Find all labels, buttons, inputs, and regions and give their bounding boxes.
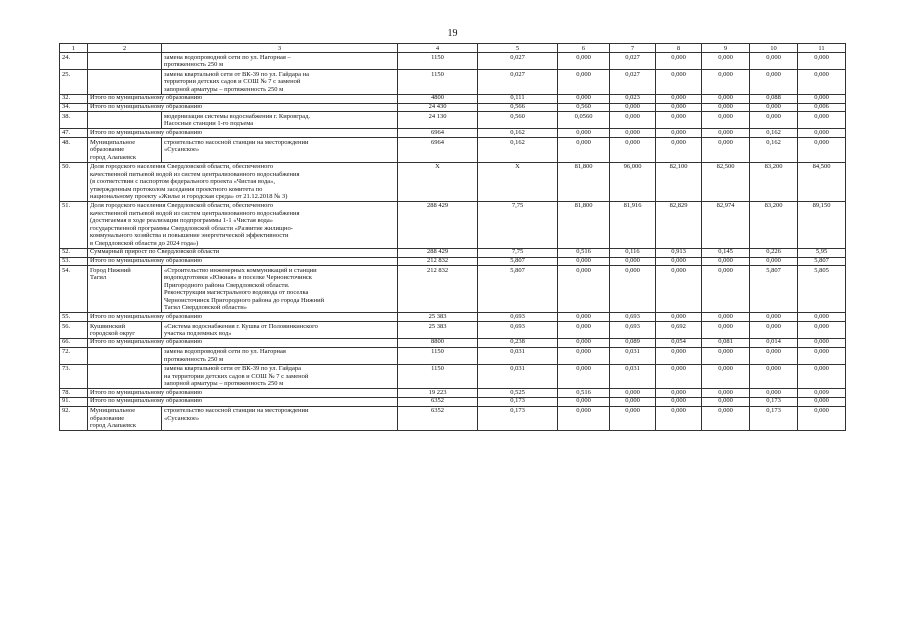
value-cell-11: 0,000	[798, 53, 846, 70]
value-cell-11: 89,150	[798, 201, 846, 248]
value-cell-10: 0,000	[750, 53, 798, 70]
value-cell-11: 5,807	[798, 257, 846, 266]
table-row	[60, 338, 846, 347]
value-cell-7: 0,000	[610, 266, 656, 313]
value-cell-7: 0,116	[610, 248, 656, 257]
value-cell-10: 5,807	[750, 266, 798, 313]
value-cell-4: 25 383	[398, 322, 478, 339]
value-cell-4: 1150	[398, 70, 478, 94]
value-cell-10: 0,000	[750, 389, 798, 398]
row-number: 54.	[60, 266, 88, 313]
table-row	[60, 138, 846, 162]
value-cell-10: 0,088	[750, 94, 798, 103]
value-cell-10: 0,000	[750, 112, 798, 129]
column-header-8: 8	[656, 44, 702, 53]
measure-description-cell: замена водопроводной сети по ул. Нагорная – протяженность 250 м	[162, 53, 398, 70]
value-cell-11: 5,95	[798, 248, 846, 257]
value-cell-11: 5,805	[798, 266, 846, 313]
row-label-cell: Итого по муниципальному образованию	[88, 103, 398, 112]
column-header-9: 9	[702, 44, 750, 53]
value-cell-6: 0,000	[558, 257, 610, 266]
value-cell-8: 0,000	[656, 257, 702, 266]
row-number: 92.	[60, 406, 88, 430]
page-number: 19	[447, 28, 458, 39]
row-label-cell: Итого по муниципальному образованию	[88, 94, 398, 103]
value-cell-8: 0,000	[656, 138, 702, 162]
value-cell-7: 0,031	[610, 347, 656, 364]
value-cell-9: 0,000	[702, 53, 750, 70]
value-cell-10: 83,200	[750, 201, 798, 248]
value-cell-5: 0,238	[478, 338, 558, 347]
value-cell-4: 1150	[398, 53, 478, 70]
value-cell-9: 0,000	[702, 257, 750, 266]
value-cell-9: 0,000	[702, 94, 750, 103]
row-number: 72.	[60, 347, 88, 364]
table-row	[60, 257, 846, 266]
value-cell-6: 0,000	[558, 313, 610, 322]
value-cell-5: 0,031	[478, 347, 558, 364]
value-cell-5: X	[478, 162, 558, 201]
row-number: 51.	[60, 201, 88, 248]
value-cell-9: 0,000	[702, 397, 750, 406]
value-cell-6: 0,0560	[558, 112, 610, 129]
value-cell-4: 288 429	[398, 248, 478, 257]
value-cell-5: 0,027	[478, 70, 558, 94]
header-row	[60, 44, 846, 53]
data-table	[59, 43, 846, 431]
table-row	[60, 406, 846, 430]
value-cell-7: 0,089	[610, 338, 656, 347]
row-number: 32.	[60, 94, 88, 103]
value-cell-7: 0,000	[610, 103, 656, 112]
row-number: 66.	[60, 338, 88, 347]
row-number: 48.	[60, 138, 88, 162]
municipality-cell	[88, 112, 162, 129]
value-cell-6: 81,800	[558, 201, 610, 248]
table-row	[60, 266, 846, 313]
value-cell-6: 0,000	[558, 397, 610, 406]
column-header-1: 1	[60, 44, 88, 53]
row-number: 78.	[60, 389, 88, 398]
table-row	[60, 103, 846, 112]
value-cell-8: 0,000	[656, 406, 702, 430]
value-cell-8: 0,000	[656, 313, 702, 322]
value-cell-8: 0,000	[656, 364, 702, 388]
value-cell-7: 0,000	[610, 257, 656, 266]
value-cell-8: 0,000	[656, 397, 702, 406]
row-number: 73.	[60, 364, 88, 388]
row-label-cell: Итого по муниципальному образованию	[88, 338, 398, 347]
value-cell-6: 0,516	[558, 389, 610, 398]
row-label-cell: Итого по муниципальному образованию	[88, 397, 398, 406]
municipality-cell: Город Нижний Тагил	[88, 266, 162, 313]
value-cell-8: 0,000	[656, 129, 702, 138]
row-number: 55.	[60, 313, 88, 322]
value-cell-6: 0,000	[558, 406, 610, 430]
value-cell-8: 0,054	[656, 338, 702, 347]
value-cell-5: 0,566	[478, 103, 558, 112]
value-cell-6: 0,560	[558, 103, 610, 112]
column-header-2: 2	[88, 44, 162, 53]
table-row	[60, 313, 846, 322]
value-cell-4: 24 430	[398, 103, 478, 112]
value-cell-4: 4800	[398, 94, 478, 103]
measure-description-cell: модернизация системы водоснабжения г. Кировград. Насосные станции 1-го подъема	[162, 112, 398, 129]
value-cell-11: 0,006	[798, 103, 846, 112]
row-label-cell: Итого по муниципальному образованию	[88, 313, 398, 322]
value-cell-8: 82,100	[656, 162, 702, 201]
value-cell-9: 0,000	[702, 347, 750, 364]
value-cell-5: 0,027	[478, 53, 558, 70]
value-cell-6: 0,000	[558, 53, 610, 70]
value-cell-10: 0,162	[750, 129, 798, 138]
value-cell-11: 0,000	[798, 406, 846, 430]
value-cell-11: 0,000	[798, 338, 846, 347]
column-header-3: 3	[162, 44, 398, 53]
value-cell-6: 81,800	[558, 162, 610, 201]
value-cell-4: X	[398, 162, 478, 201]
table-row	[60, 129, 846, 138]
row-number: 24.	[60, 53, 88, 70]
table-row	[60, 53, 846, 70]
measure-description-cell: строительство насосной станции на месторождении «Сусанское»	[162, 406, 398, 430]
value-cell-6: 0,000	[558, 94, 610, 103]
value-cell-7: 0,000	[610, 138, 656, 162]
value-cell-5: 0,173	[478, 397, 558, 406]
value-cell-9: 0,145	[702, 248, 750, 257]
value-cell-4: 6352	[398, 406, 478, 430]
value-cell-10: 0,000	[750, 313, 798, 322]
measure-description-cell: «Строительство инженерных коммуникаций и станции водоподготовки «Южная» в поселке Черноисточинск Пригородного района Свердловской области. Реконструкция магистрального водовода от поселка Черноисточинск Пригородного района до города Нижний Тагил Свердловской области»	[162, 266, 398, 313]
value-cell-10: 0,162	[750, 138, 798, 162]
column-header-11: 11	[798, 44, 846, 53]
value-cell-5: 0,162	[478, 138, 558, 162]
value-cell-4: 24 130	[398, 112, 478, 129]
value-cell-9: 82,500	[702, 162, 750, 201]
measure-description-cell: замена квартальной сети от ВК-39 по ул. Гайдара на территории детских садов и СОШ № 7 с заменой запорной арматуры – протяженность 250 м	[162, 364, 398, 388]
table-row	[60, 112, 846, 129]
value-cell-5: 0,525	[478, 389, 558, 398]
value-cell-8: 0,000	[656, 70, 702, 94]
table-row	[60, 201, 846, 248]
value-cell-10: 0,000	[750, 347, 798, 364]
municipality-cell: Кушвинский городской округ	[88, 322, 162, 339]
value-cell-9: 0,000	[702, 313, 750, 322]
indicator-description-cell: Доля городского населения Свердловской области, обеспеченного качественной питьевой водой из систем централизованного водоснабжения (достигаемая в ходе реализации подпрограммы 1-1 «Чистая вода» государственной программы Свердловской области «Развитие жилищно- коммунального хозяйства и повышение энергетической эффективности в Свердловской области до 2024 года»)	[88, 201, 398, 248]
table-row	[60, 248, 846, 257]
value-cell-4: 19 223	[398, 389, 478, 398]
value-cell-5: 0,693	[478, 322, 558, 339]
table-row	[60, 322, 846, 339]
value-cell-8: 0,000	[656, 103, 702, 112]
value-cell-5: 0,162	[478, 129, 558, 138]
value-cell-11: 0,000	[798, 347, 846, 364]
measure-description-cell: строительство насосной станции на месторождении «Сусанское»	[162, 138, 398, 162]
table-row	[60, 397, 846, 406]
value-cell-8: 0,000	[656, 347, 702, 364]
column-header-5: 5	[478, 44, 558, 53]
municipality-cell	[88, 70, 162, 94]
value-cell-10: 0,000	[750, 364, 798, 388]
value-cell-7: 0,027	[610, 53, 656, 70]
value-cell-10: 0,014	[750, 338, 798, 347]
value-cell-9: 0,000	[702, 129, 750, 138]
value-cell-9: 0,081	[702, 338, 750, 347]
value-cell-4: 8800	[398, 338, 478, 347]
municipality-cell	[88, 53, 162, 70]
value-cell-10: 0,000	[750, 103, 798, 112]
value-cell-9: 0,000	[702, 266, 750, 313]
municipality-cell	[88, 364, 162, 388]
value-cell-10: 0,000	[750, 322, 798, 339]
value-cell-6: 0,000	[558, 322, 610, 339]
value-cell-4: 212 832	[398, 266, 478, 313]
table-row	[60, 389, 846, 398]
value-cell-7: 0,000	[610, 397, 656, 406]
value-cell-11: 0,000	[798, 70, 846, 94]
value-cell-10: 0,000	[750, 70, 798, 94]
value-cell-9: 0,000	[702, 138, 750, 162]
value-cell-10: 0,173	[750, 406, 798, 430]
row-number: 56.	[60, 322, 88, 339]
value-cell-10: 0,000	[750, 257, 798, 266]
value-cell-5: 0,173	[478, 406, 558, 430]
value-cell-5: 0,693	[478, 313, 558, 322]
value-cell-10: 0,173	[750, 397, 798, 406]
value-cell-8: 82,829	[656, 201, 702, 248]
value-cell-4: 1150	[398, 364, 478, 388]
value-cell-8: 0,000	[656, 112, 702, 129]
value-cell-7: 81,916	[610, 201, 656, 248]
value-cell-5: 5,807	[478, 257, 558, 266]
value-cell-7: 96,000	[610, 162, 656, 201]
value-cell-6: 0,000	[558, 338, 610, 347]
value-cell-8: 0,000	[656, 53, 702, 70]
value-cell-7: 0,000	[610, 112, 656, 129]
value-cell-8: 0,000	[656, 389, 702, 398]
value-cell-10: 83,200	[750, 162, 798, 201]
value-cell-9: 82,974	[702, 201, 750, 248]
row-number: 52.	[60, 248, 88, 257]
measure-description-cell: замена водопроводной сети по ул. Нагорная протяженность 250 м	[162, 347, 398, 364]
value-cell-6: 0,000	[558, 129, 610, 138]
value-cell-7: 0,693	[610, 313, 656, 322]
value-cell-7: 0,000	[610, 129, 656, 138]
value-cell-11: 0,009	[798, 389, 846, 398]
row-number: 38.	[60, 112, 88, 129]
column-header-7: 7	[610, 44, 656, 53]
measure-description-cell: замена квартальной сети от ВК-39 по ул. Гайдара на территории детских садов и СОШ № 7 с заменой запорной арматуры – протяженность 250 м	[162, 70, 398, 94]
value-cell-6: 0,000	[558, 347, 610, 364]
value-cell-8: 0,000	[656, 266, 702, 313]
value-cell-5: 0,111	[478, 94, 558, 103]
row-label-cell: Итого по муниципальному образованию	[88, 129, 398, 138]
value-cell-11: 0,000	[798, 94, 846, 103]
value-cell-8: 0,913	[656, 248, 702, 257]
row-number: 47.	[60, 129, 88, 138]
value-cell-4: 288 429	[398, 201, 478, 248]
value-cell-9: 0,000	[702, 322, 750, 339]
value-cell-10: 0,226	[750, 248, 798, 257]
row-number: 25.	[60, 70, 88, 94]
value-cell-4: 25 383	[398, 313, 478, 322]
row-number: 53.	[60, 257, 88, 266]
indicator-description-cell: Доля городского населения Свердловской области, обеспеченного качественной питьевой водой из систем централизованного водоснабжения (в соответствии с паспортом федерального проекта «Чистая вода», утвержденным протоколом заседания проектного комитета по национальному проекту «Жилье и городская среда» от 21.12.2018 № 3)	[88, 162, 398, 201]
table-row	[60, 364, 846, 388]
value-cell-6: 0,000	[558, 138, 610, 162]
value-cell-5: 7,75	[478, 201, 558, 248]
value-cell-11: 0,000	[798, 138, 846, 162]
value-cell-4: 1150	[398, 347, 478, 364]
value-cell-11: 0,000	[798, 322, 846, 339]
row-label-cell: Итого по муниципальному образованию	[88, 257, 398, 266]
value-cell-7: 0,693	[610, 322, 656, 339]
value-cell-4: 6964	[398, 129, 478, 138]
value-cell-7: 0,023	[610, 94, 656, 103]
value-cell-8: 0,692	[656, 322, 702, 339]
value-cell-6: 0,000	[558, 266, 610, 313]
value-cell-11: 0,000	[798, 364, 846, 388]
value-cell-11: 0,000	[798, 129, 846, 138]
value-cell-9: 0,000	[702, 103, 750, 112]
value-cell-9: 0,000	[702, 364, 750, 388]
table-row	[60, 94, 846, 103]
value-cell-9: 0,000	[702, 112, 750, 129]
table-row	[60, 347, 846, 364]
value-cell-4: 212 832	[398, 257, 478, 266]
value-cell-11: 0,000	[798, 313, 846, 322]
value-cell-6: 0,000	[558, 70, 610, 94]
row-number: 34.	[60, 103, 88, 112]
value-cell-9: 0,000	[702, 389, 750, 398]
value-cell-5: 5,807	[478, 266, 558, 313]
value-cell-5: 0,031	[478, 364, 558, 388]
value-cell-5: 7,75	[478, 248, 558, 257]
row-number: 50.	[60, 162, 88, 201]
row-number: 91.	[60, 397, 88, 406]
value-cell-7: 0,031	[610, 364, 656, 388]
column-header-10: 10	[750, 44, 798, 53]
value-cell-5: 0,560	[478, 112, 558, 129]
value-cell-7: 0,000	[610, 389, 656, 398]
value-cell-8: 0,000	[656, 94, 702, 103]
row-label-cell: Суммарный прирост по Свердловской области	[88, 248, 398, 257]
municipality-cell: Муниципальное образование город Алапаевск	[88, 138, 162, 162]
value-cell-4: 6964	[398, 138, 478, 162]
value-cell-9: 0,000	[702, 70, 750, 94]
value-cell-6: 0,000	[558, 364, 610, 388]
table-row	[60, 162, 846, 201]
value-cell-11: 0,000	[798, 112, 846, 129]
column-header-6: 6	[558, 44, 610, 53]
value-cell-9: 0,000	[702, 406, 750, 430]
municipality-cell: Муниципальное образование город Алапаевск	[88, 406, 162, 430]
value-cell-11: 84,500	[798, 162, 846, 201]
value-cell-11: 0,000	[798, 397, 846, 406]
value-cell-7: 0,000	[610, 406, 656, 430]
value-cell-6: 0,516	[558, 248, 610, 257]
value-cell-4: 6352	[398, 397, 478, 406]
row-label-cell: Итого по муниципальному образованию	[88, 389, 398, 398]
value-cell-7: 0,027	[610, 70, 656, 94]
municipality-cell	[88, 347, 162, 364]
table-row	[60, 70, 846, 94]
column-header-4: 4	[398, 44, 478, 53]
measure-description-cell: «Система водоснабжения г. Кушва от Половинкинского участка подземных вод»	[162, 322, 398, 339]
